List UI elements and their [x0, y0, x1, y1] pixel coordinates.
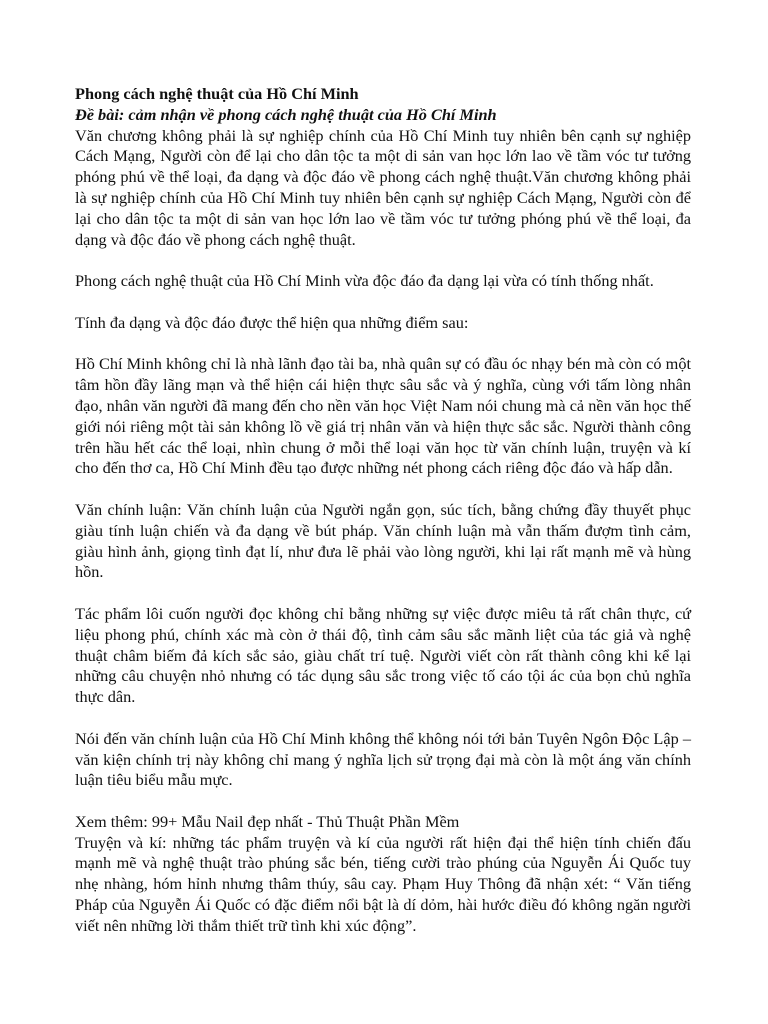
document-subtitle: Đề bài: cảm nhận về phong cách nghệ thuật của Hồ Chí Minh [75, 104, 497, 124]
paragraph-works: Tác phẩm lôi cuốn người đọc không chỉ bằng những sự việc được miêu tả rất chân thực, cứ liệu phong phú, chính xác mà còn ở thái độ, tình cảm sâu sắc mãnh liệt của tác giả và nghệ thuật châm biếm đả kích sắc sảo, giàu chất trí tuệ. Người viết còn rất thành công khi kể lại những câu chuyện nhỏ nhưng có tác dụng sâu sắc trong việc tố cáo tội ác của bọn chủ nghĩa thực dân. [75, 603, 691, 707]
paragraph-author: Hồ Chí Minh không chỉ là nhà lãnh đạo tài ba, nhà quân sự có đầu óc nhạy bén mà còn có một tâm hồn đầy lãng mạn và thể hiện cái hiện thực sâu sắc và ý nghĩa, cùng với tấm lòng nhân đạo, nhân văn người đã mang đến cho nền văn học Việt Nam nói chung mà cả nền văn học thế giới nói riêng một tài sản không lồ về giá trị nhân văn và hiện thực sắc sắc. Người thành công trên hầu hết các thể loại, nhìn chung ở mỗi thể loại văn học từ văn chính luận, truyện và kí cho đến thơ ca, Hồ Chí Minh đều tạo được những nét phong cách riêng độc đáo và hấp dẫn. [75, 354, 691, 478]
paragraph-diversity: Tính đa dạng và độc đáo được thể hiện qua những điểm sau: [75, 312, 469, 332]
paragraph-gap [75, 334, 691, 355]
see-also-link[interactable]: 99+ Mẫu Nail đẹp nhất - Thủ Thuật Phần Mềm [151, 811, 460, 831]
document-title: Phong cách nghệ thuật của Hồ Chí Minh [75, 84, 359, 103]
see-also-prefix: Xem thêm: [75, 811, 152, 831]
paragraph-gap [75, 479, 691, 500]
paragraph-political-prose: Văn chính luận: Văn chính luận của Người ngắn gọn, súc tích, bằng chứng đầy thuyết phục giàu tính luận chiến và đa dạng về bút pháp. Văn chính luận mà vẫn thấm đượm tình cảm, giàu hình ảnh, giọng tình đạt lí, như đưa lẽ phải vào lòng người, khi lại rất mạnh mẽ và hùng hồn. [75, 499, 691, 582]
see-also-line [75, 812, 691, 833]
paragraph-unity: Phong cách nghệ thuật của Hồ Chí Minh vừa độc đáo đa dạng lại vừa có tính thống nhất. [75, 271, 654, 291]
paragraph-gap [75, 708, 691, 729]
paragraph-gap [75, 583, 691, 604]
paragraph-gap [75, 292, 691, 313]
document-page [75, 84, 691, 937]
paragraph-declaration: Nói đến văn chính luận của Hồ Chí Minh không thể không nói tới bản Tuyên Ngôn Độc Lập – văn kiện chính trị này không chỉ mang ý nghĩa lịch sử trọng đại mà còn là một áng văn chính luận tiêu biểu mẫu mực. [75, 728, 691, 790]
paragraph-gap [75, 791, 691, 812]
paragraph-gap [75, 250, 691, 271]
paragraph-stories: Truyện và kí: những tác phẩm truyện và kí của người rất hiện đại thể hiện tính chiến đấu mạnh mẽ và nghệ thuật trào phúng sắc bén, tiếng cười trào phúng của Nguyễn Ái Quốc tuy nhẹ nhàng, hóm hỉnh nhưng thâm thúy, sâu cay. Phạm Huy Thông đã nhận xét: “ Văn tiếng Pháp của Nguyễn Ái Quốc có đặc điểm nổi bật là dí dỏm, hài hước điều đó không ngăn người viết nên những lời thắm thiết trữ tình khi xúc động”. [75, 832, 691, 935]
paragraph-intro: Văn chương không phải là sự nghiệp chính của Hồ Chí Minh tuy nhiên bên cạnh sự nghiệp Cách Mạng, Người còn để lại cho dân tộc ta một di sản van học lớn lao về tầm vóc tư tưởng phóng phú về thể loại, đa dạng và độc đáo về phong cách nghệ thuật.Văn chương không phải là sự nghiệp chính của Hồ Chí Minh tuy nhiên bên cạnh sự nghiệp Cách Mạng, Người còn để lại cho dân tộc ta một di sản van học lớn lao về tầm vóc tư tưởng phóng phú về thể loại, đa dạng và độc đáo về phong cách nghệ thuật. [75, 125, 691, 249]
